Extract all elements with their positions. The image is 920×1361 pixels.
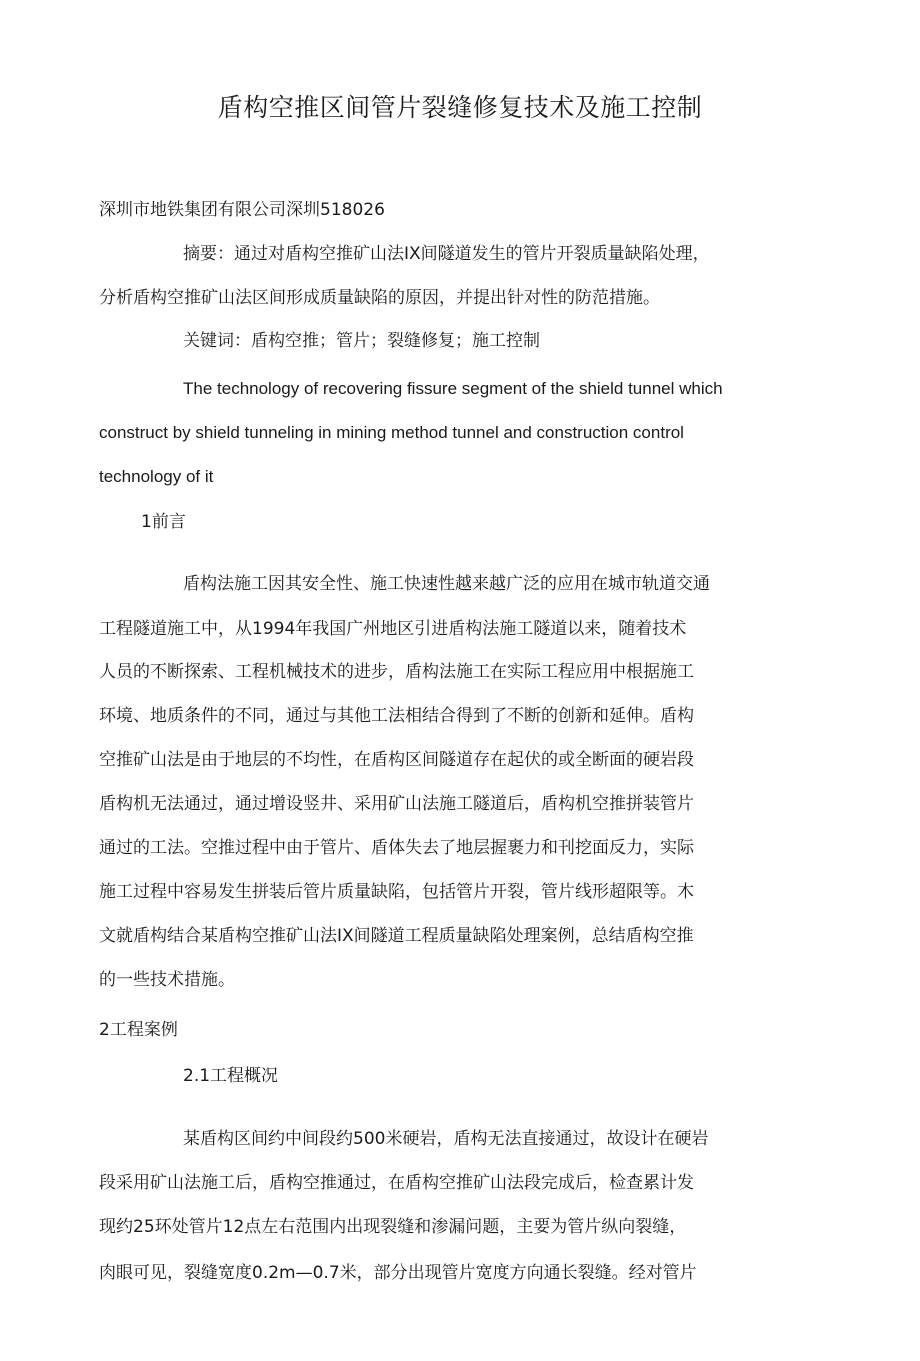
section-heading: 1前言 [141, 512, 186, 532]
author-affiliation: 深圳市地铁集团有限公司深圳518026 [99, 200, 385, 220]
section-heading: 2工程案例 [99, 1020, 178, 1040]
body-line: 环境、地质条件的不同，通过与其他工法相结合得到了不断的创新和延伸。盾构 [99, 706, 694, 726]
abstract-line: 摘要：通过对盾构空推矿山法IX间隧道发生的管片开裂质量缺陷处理， [183, 244, 710, 264]
body-line: 盾构机无法通过，通过增设竖井、采用矿山法施工隧道后，盾构机空推拼装管片 [99, 794, 694, 814]
body-line: 文就盾构结合某盾构空推矿山法IX间隧道工程质量缺陷处理案例，总结盾构空推 [99, 926, 694, 946]
body-line: 空推矿山法是由于地层的不均性，在盾构区间隧道存在起伏的或全断面的硬岩段 [99, 750, 694, 770]
body-line: 的一些技术措施。 [99, 970, 235, 990]
english-title-line: The technology of recovering fissure segment of the shield tunnel which [183, 379, 723, 398]
body-line: 工程隧道施工中，从1994年我国广州地区引进盾构法施工隧道以来，随着技术 [99, 619, 687, 639]
body-line: 盾构法施工因其安全性、施工快速性越来越广泛的应用在城市轨道交通 [183, 574, 710, 594]
abstract-line: 分析盾构空推矿山法区间形成质量缺陷的原因，并提出针对性的防范措施。 [99, 288, 660, 308]
keywords: 关键词：盾构空推；管片；裂缝修复；施工控制 [183, 331, 540, 351]
body-line: 人员的不断探索、工程机械技术的进步，盾构法施工在实际工程应用中根据施工 [99, 662, 694, 682]
body-line: 段采用矿山法施工后，盾构空推通过，在盾构空推矿山法段完成后，检查累计发 [99, 1173, 694, 1193]
english-title-line: technology of it [99, 467, 214, 486]
body-line: 肉眼可见，裂缝宽度0.2m—0.7米，部分出现管片宽度方向通长裂缝。经对管片 [99, 1263, 697, 1283]
english-title-line: construct by shield tunneling in mining method tunnel and construction control [99, 423, 684, 442]
body-line: 施工过程中容易发生拼装后管片质量缺陷，包括管片开裂，管片线形超限等。木 [99, 882, 694, 902]
body-line: 某盾构区间约中间段约500米硬岩，盾构无法直接通过，故设计在硬岩 [183, 1129, 709, 1149]
document-title: 盾构空推区间管片裂缝修复技术及施工控制 [217, 93, 703, 122]
subsection-heading: 2.1工程概况 [183, 1066, 279, 1086]
body-line: 现约25环处管片12点左右范围内出现裂缝和渗漏问题，主要为管片纵向裂缝， [99, 1217, 687, 1237]
body-line: 通过的工法。空推过程中由于管片、盾体失去了地层握裹力和刊挖面反力，实际 [99, 838, 694, 858]
